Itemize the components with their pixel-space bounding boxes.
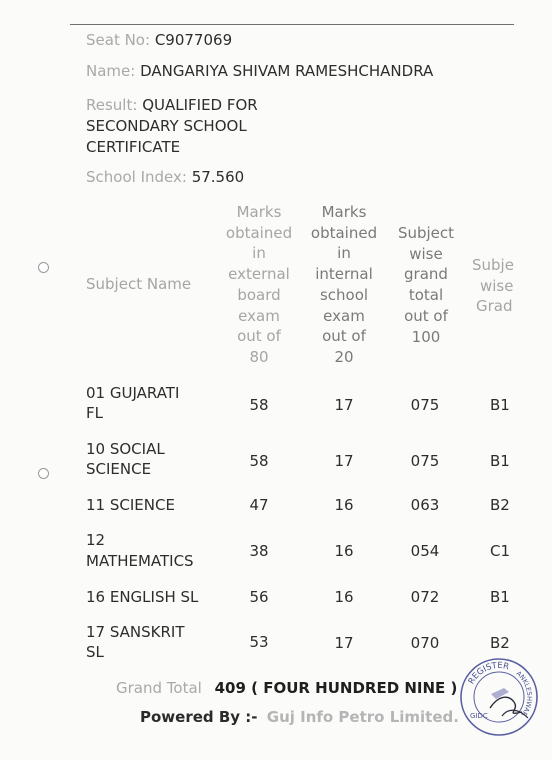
table-row-external: 38 [249, 542, 269, 560]
table-row-external: 58 [249, 396, 269, 414]
table-row-total: 070 [410, 634, 440, 652]
top-divider [70, 24, 514, 25]
table-row-subject: 11 SCIENCE [86, 496, 175, 514]
table-row-total: 075 [410, 452, 440, 470]
register-seal-stamp [458, 656, 540, 738]
school-index-value: 57.560 [191, 168, 245, 186]
result-value-line3: CERTIFICATE [86, 138, 181, 156]
seal-left-text: GIDC [470, 712, 488, 720]
seal-top-text: REGISTER [466, 660, 510, 687]
seat-number-label: Seat No: [86, 31, 151, 49]
candidate-name-label: Name: [86, 62, 136, 80]
table-row-internal: 16 [334, 496, 354, 514]
header-external-marks: Marks obtained in external board exam out of 80 [225, 203, 293, 366]
grand-total-value: 409 ( FOUR HUNDRED NINE ) [214, 679, 458, 697]
seal-right-text: ANKLESHWAR [514, 669, 534, 719]
table-row-grade: C1 [490, 542, 511, 560]
result-label: Result: [86, 96, 138, 114]
school-index-field [86, 167, 244, 188]
seat-number-field [86, 30, 232, 51]
table-row-total: 075 [410, 396, 440, 414]
school-index-label: School Index: [86, 168, 187, 186]
table-row-grade: B1 [490, 588, 510, 606]
table-row-grade: B1 [490, 452, 510, 470]
table-row-subject: 12 MATHEMATICS [86, 531, 194, 570]
powered-by [140, 708, 459, 726]
candidate-name-field [86, 61, 433, 82]
punch-hole-top [38, 262, 49, 273]
table-row-external: 53 [249, 633, 269, 651]
table-row-internal: 16 [334, 588, 354, 606]
header-subject-grade: Subje wise Grad [472, 256, 514, 316]
table-row-external: 47 [249, 496, 269, 514]
grand-total [116, 679, 457, 697]
table-row-grade: B2 [490, 634, 510, 652]
table-row-grade: B2 [490, 496, 510, 514]
table-row-external: 58 [249, 452, 269, 470]
result-value-line1: QUALIFIED FOR [142, 96, 258, 114]
header-internal-marks: Marks obtained in internal school exam out of 20 [310, 203, 378, 366]
table-row-subject: 16 ENGLISH SL [86, 588, 199, 606]
header-subject-name: Subject Name [86, 275, 192, 293]
powered-by-value: Guj Info Petro Limited. [266, 708, 459, 726]
result-value-line2: SECONDARY SCHOOL [86, 117, 247, 135]
table-row-internal: 17 [334, 396, 354, 414]
header-subject-total: Subject wise grand total out of 100 [397, 224, 455, 346]
table-row-internal: 16 [334, 542, 354, 560]
table-row-total: 072 [410, 588, 440, 606]
seat-number-value: C9077069 [154, 31, 233, 49]
table-row-internal: 17 [334, 452, 354, 470]
table-row-internal: 17 [334, 634, 354, 652]
result-field [86, 95, 346, 158]
table-row-total: 063 [410, 496, 440, 514]
punch-hole-bottom [38, 468, 49, 479]
powered-by-label: Powered By :- [140, 708, 258, 726]
table-row-subject: 10 SOCIAL SCIENCE [86, 440, 165, 478]
table-row-external: 56 [249, 588, 269, 606]
table-row-total: 054 [410, 542, 440, 560]
table-row-subject: 17 SANSKRIT SL [86, 623, 185, 661]
table-row-subject: 01 GUJARATI FL [86, 384, 180, 422]
grand-total-label: Grand Total [116, 679, 202, 697]
candidate-name-value: DANGARIYA SHIVAM RAMESHCHANDRA [140, 62, 434, 80]
table-row-grade: B1 [490, 396, 510, 414]
